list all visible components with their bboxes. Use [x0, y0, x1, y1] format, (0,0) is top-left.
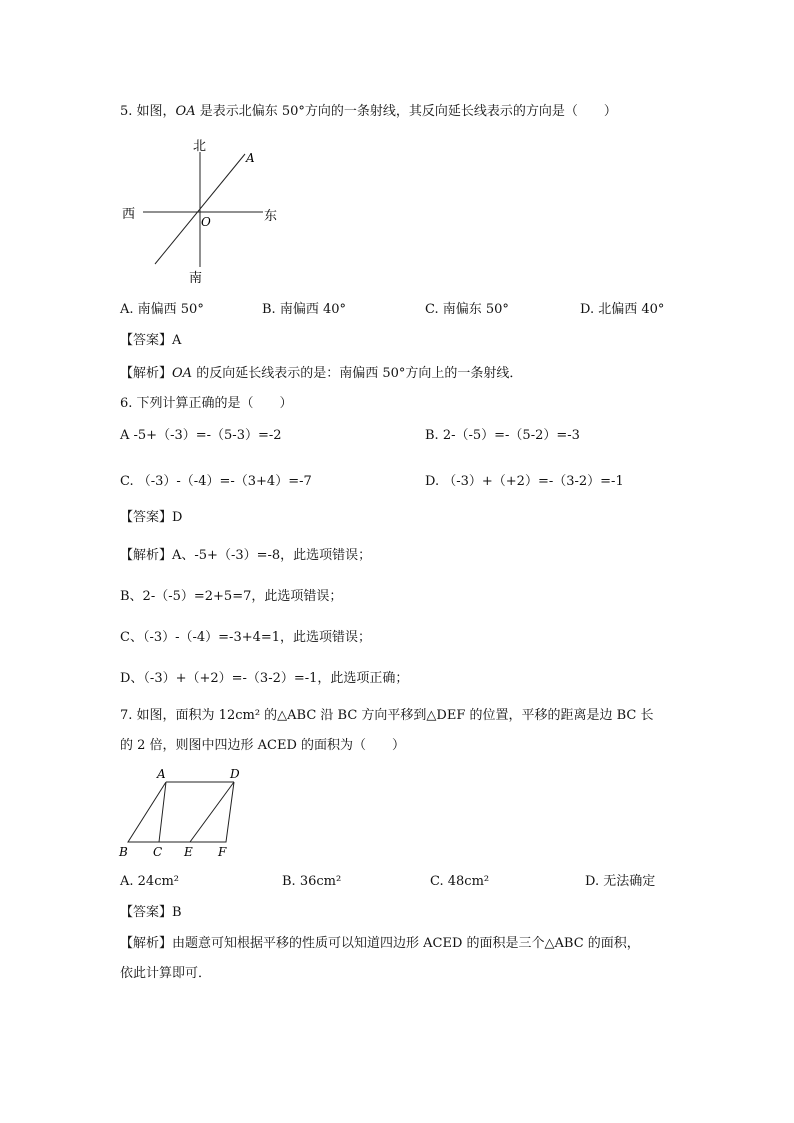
q5-stem-suffix: 是表示北偏东 50°方向的一条射线，其反向延长线表示的方向是（ ）: [195, 104, 617, 119]
q6-analysis-line-3: C、（-3）-（-4）=-3+4=1，此选项错误；: [120, 630, 372, 645]
q5-option-b: B. 南偏西 40°: [262, 302, 346, 317]
q7-option-b: B. 36cm²: [282, 874, 342, 889]
q7-analysis-line-1: 【解析】由题意可知根据平移的性质可以知道四边形 ACED 的面积是三个△ABC 的面积，: [120, 936, 640, 951]
q7-answer-value: B: [172, 905, 182, 920]
q7-label-a: A: [157, 767, 166, 781]
q5-label-point-a: A: [246, 151, 255, 165]
q7-label-b: B: [119, 845, 128, 859]
q7-option-c: C. 48cm²: [430, 874, 490, 889]
q7-stem-line-1: 7. 如图，面积为 12cm² 的△ABC 沿 BC 方向平移到△DEF 的位置，平移的距离是边 BC 长: [120, 708, 654, 723]
q5-answer-label: 【答案】: [120, 333, 173, 348]
q7-answer-label: 【答案】: [120, 905, 173, 920]
q7-translation-figure: [116, 764, 266, 864]
q7-triangle-def: [190, 782, 234, 842]
q5-answer-value: A: [172, 333, 182, 348]
q5-answer: [120, 331, 181, 351]
q5-option-d: D. 北偏西 40°: [580, 302, 665, 317]
q5-label-south: 南: [189, 271, 203, 286]
q6-answer-label: 【答案】: [120, 510, 173, 525]
q7-label-d: D: [230, 767, 240, 781]
q5-stem-prefix: 5. 如图，: [120, 104, 176, 119]
q7-label-c: C: [153, 845, 163, 859]
q6-analysis-line-1: 【解析】A、-5+（-3）=-8，此选项错误；: [120, 548, 372, 563]
q6-stem: 6. 下列计算正确的是（ ）: [120, 396, 293, 411]
q6-answer-value: D: [172, 510, 183, 525]
q6-answer: [120, 508, 182, 528]
q7-label-e: E: [184, 845, 193, 859]
q5-analysis-text: 的反向延长线表示的是：南偏西 50°方向上的一条射线．: [192, 366, 523, 381]
q5-label-north: 北: [193, 139, 207, 154]
q5-compass-figure: [118, 132, 288, 292]
q7-option-a: A. 24cm²: [120, 874, 180, 889]
q7-analysis-line-2: 依此计算即可．: [120, 966, 212, 981]
q7-triangle-abc: [128, 782, 166, 842]
q5-label-west: 西: [122, 207, 136, 222]
q5-stem: [120, 102, 617, 122]
q5-analysis: [120, 364, 522, 384]
q5-label-origin: O: [201, 215, 211, 229]
q6-option-a: A -5+（-3）=-（5-3）=-2: [120, 428, 282, 443]
q6-option-c: C. （-3）-（-4）=-（3+4）=-7: [120, 474, 312, 489]
q5-label-east: 东: [264, 209, 278, 224]
q6-analysis-line-4: D、（-3）+（+2）=-（3-2）=-1，此选项正确；: [120, 671, 409, 686]
q5-analysis-label: 【解析】: [120, 366, 173, 381]
q7-option-d: D. 无法确定: [585, 874, 656, 889]
q5-option-a: A. 南偏西 50°: [120, 302, 204, 317]
q5-option-c: C. 南偏东 50°: [425, 302, 509, 317]
q6-option-b: B. 2-（-5）=-（5-2）=-3: [425, 428, 580, 443]
q5-analysis-var: OA: [172, 366, 193, 381]
q7-label-f: F: [218, 845, 227, 859]
q7-answer: [120, 903, 182, 923]
q5-stem-var: OA: [175, 104, 196, 119]
q6-option-d: D. （-3）+（+2）=-（3-2）=-1: [425, 474, 624, 489]
q7-stem-line-2: 的 2 倍，则图中四边形 ACED 的面积为（ ）: [120, 738, 406, 753]
q6-analysis-line-2: B、2-（-5）=2+5=7，此选项错误；: [120, 589, 343, 604]
